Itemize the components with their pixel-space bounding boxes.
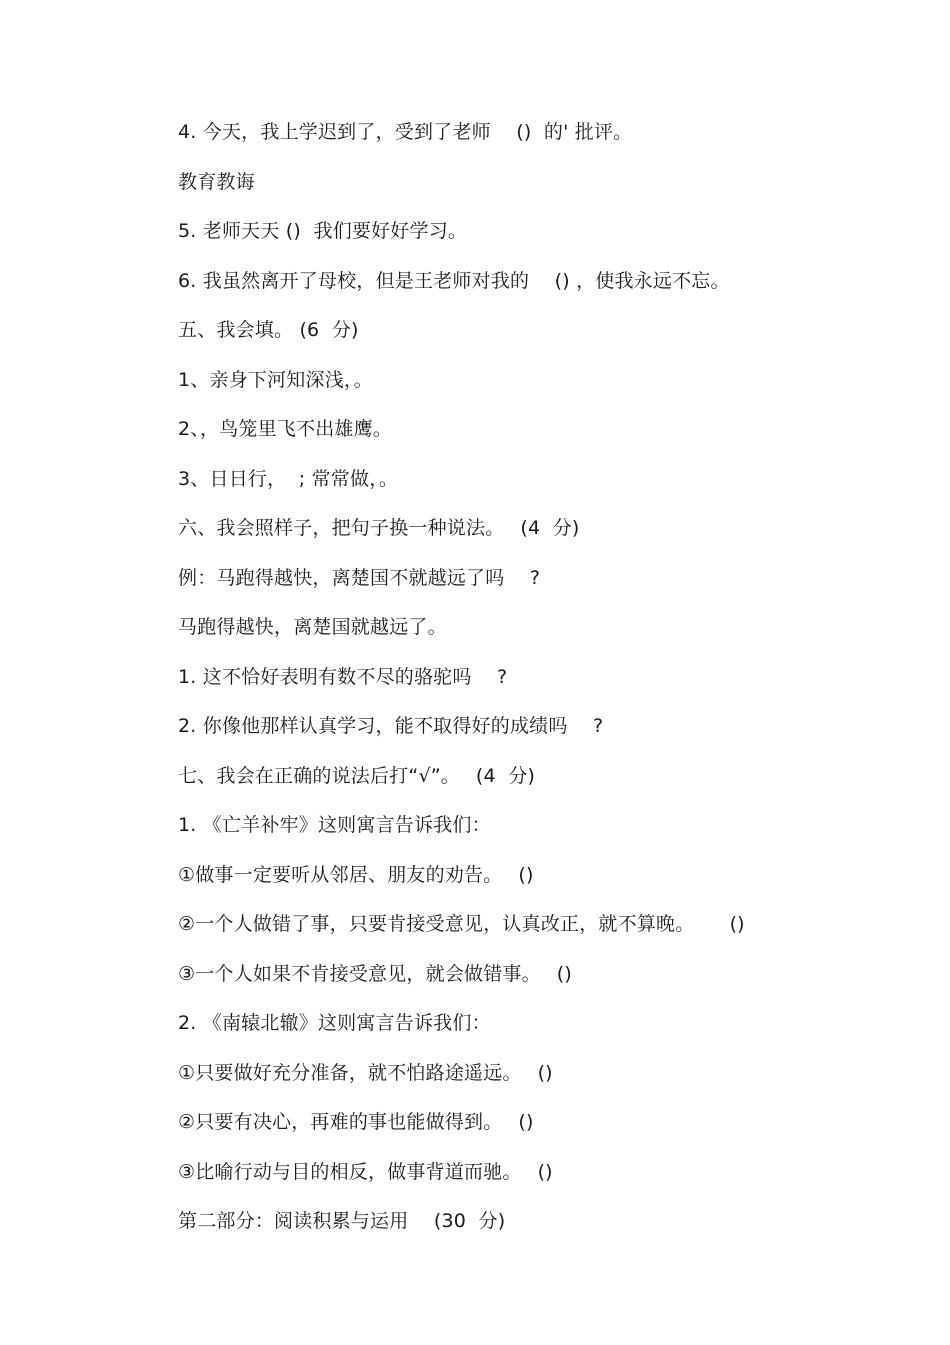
rewrite-item-2: 2. 你像他那样认真学习，能不取得好的成绩吗 ? [178, 715, 604, 737]
fable-2-option-2: ②只要有决心，再难的事也能做得到。 () [178, 1111, 534, 1133]
fable-2-prompt: 2. 《南辕北辙》这则寓言告诉我们： [178, 1012, 491, 1034]
section-7-heading: 七、我会在正确的说法后打“√”。 (4 分) [178, 764, 536, 787]
fable-2-option-3: ③比喻行动与目的相反，做事背道而驰。 () [178, 1160, 553, 1183]
section-6-heading: 六、我会照样子，把句子换一种说法。 (4 分) [178, 517, 580, 539]
section-5-heading: 五、我会填。 (6 分) [178, 319, 359, 341]
fable-1-prompt: 1. 《亡羊补牢》这则寓言告诉我们： [178, 814, 491, 836]
fill-item-1: 1、亲身下河知深浅，。 [178, 368, 373, 391]
document-page [178, 112, 878, 1251]
fable-1-option-3: ③一个人如果不肯接受意见，就会做错事。 () [178, 962, 572, 985]
example-answer: 马跑得越快，离楚国就越远了。 [178, 616, 447, 638]
fill-item-3: 3、日日行， ; 常常做，。 [178, 467, 399, 490]
word-choice-options: 教育教诲 [178, 170, 255, 193]
fill-item-2: 2、，鸟笼里飞不出雄鹰。 [178, 418, 392, 440]
fable-1-option-1: ①做事一定要听从邻居、朋友的劝告。 () [178, 863, 534, 886]
example-question: 例：马跑得越快，离楚国不就越远了吗 ? [178, 566, 541, 589]
fable-2-option-1: ①只要做好充分准备，就不怕路途遥远。 () [178, 1061, 553, 1084]
fable-1-option-2: ②一个人做错了事，只要肯接受意见，认真改正，就不算晚。 () [178, 913, 745, 935]
part-2-heading: 第二部分：阅读积累与运用 (30 分) [178, 1210, 506, 1232]
question-6-line: 6. 我虽然离开了母校，但是王老师对我的 () ，使我永远不忘。 [178, 269, 730, 292]
question-4-line: 4. 今天，我上学迟到了，受到了老师 () 的' 批评。 [178, 121, 633, 143]
question-5-line: 5. 老师天天 () 我们要好好学习。 [178, 220, 468, 242]
rewrite-item-1: 1. 这不恰好表明有数不尽的骆驼吗 ? [178, 665, 508, 688]
